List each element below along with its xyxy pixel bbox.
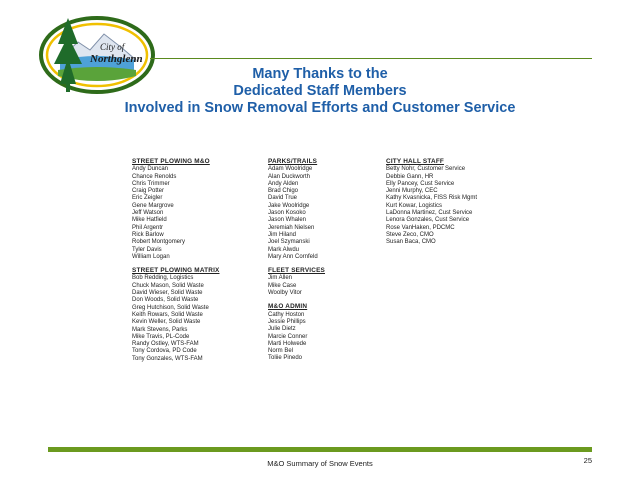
staff-name: Marti Holwede <box>268 340 307 347</box>
footer-text: M&O Summary of Snow Events <box>267 459 373 468</box>
staff-name: Mike Travis, PL-Code <box>132 333 190 340</box>
section-header: M&O ADMIN <box>268 303 308 311</box>
staff-name: Tyler Davis <box>132 246 162 253</box>
column-3 <box>386 158 477 247</box>
logo-text-1: City of <box>100 42 125 52</box>
staff-name: Bob Redding, Logistics <box>132 275 194 282</box>
staff-name: Cathy Hoston <box>268 311 305 318</box>
staff-name: Keith Rowars, Solid Waste <box>132 311 203 318</box>
staff-name: Debbie Gann, HR <box>386 173 434 180</box>
column-2 <box>268 158 325 363</box>
staff-name: Gene Margrove <box>132 202 174 209</box>
staff-name: Jason Kosoko <box>268 210 306 217</box>
column-1 <box>132 158 220 363</box>
staff-name: Craig Potter <box>132 188 165 195</box>
staff-name: Chuck Mason, Solid Waste <box>132 282 204 289</box>
staff-name: Adam Woolridge <box>268 166 313 173</box>
staff-name: Mary Ann Cornfeld <box>268 253 318 260</box>
staff-name: Robert Montgomery <box>132 239 186 246</box>
page-number: 25 <box>583 456 592 465</box>
staff-name: Jim Hiland <box>268 231 297 238</box>
staff-name: Woolby Vitor <box>268 290 302 297</box>
staff-name: Chance Renolds <box>132 173 177 180</box>
staff-name: Kathy Kvasnicka, FISS Risk Mgmt <box>386 195 478 202</box>
staff-name: Betty Nohr, Customer Service <box>386 166 466 173</box>
top-divider <box>150 58 592 59</box>
section-header: FLEET SERVICES <box>268 267 326 275</box>
logo-text-2: Northglenn <box>90 53 143 65</box>
bottom-divider <box>48 447 592 452</box>
staff-name: Jenni Murphy, CEC <box>386 188 438 195</box>
staff-name: Elly Pancey, Cust Service <box>386 180 455 187</box>
staff-name: Norm Bel <box>268 348 294 355</box>
staff-name: LaDonna Martinez, Cust Service <box>386 210 473 217</box>
staff-name: Julie Dietz <box>268 326 296 333</box>
staff-name: Chris Trimmer <box>132 180 170 187</box>
title-line-3: Involved in Snow Removal Efforts and Customer Service <box>124 100 516 116</box>
staff-name: David True <box>268 195 298 202</box>
slide-title <box>40 66 600 117</box>
staff-name: Tony Gonzales, WTS-FAM <box>132 355 203 362</box>
staff-name: Joel Szymanski <box>268 239 310 246</box>
staff-name: Toliie Pinedo <box>268 355 303 362</box>
title-line-2: Dedicated Staff Members <box>233 83 407 99</box>
title-line-1: Many Thanks to the <box>252 66 388 82</box>
staff-name: Alan Duckworth <box>268 173 311 180</box>
staff-name: Jeremiah Nielsen <box>268 224 315 231</box>
staff-name: Rose VanHaken, PDCMC <box>386 224 455 231</box>
staff-name: Jason Whalen <box>268 217 307 224</box>
staff-name: Eric Zeigler <box>132 195 163 202</box>
staff-name: Kurt Kowar, Logistics <box>386 202 443 209</box>
staff-name: Mike Case <box>268 282 297 289</box>
staff-name: Randy Ostley, WTS-FAM <box>132 341 199 348</box>
staff-name: Steve Zeco, CMO <box>386 231 434 238</box>
staff-name: David Wieser, Solid Waste <box>132 290 203 297</box>
staff-name: Kevin Weller, Solid Waste <box>132 319 201 326</box>
staff-name: Susan Baca, CMO <box>386 239 436 246</box>
staff-name: Jim Allen <box>268 275 293 282</box>
section-header: STREET PLOWING MATRIX <box>132 267 220 275</box>
staff-name: Brad Chigo <box>268 188 299 195</box>
section-header: PARKS/TRAILS <box>268 158 318 165</box>
section-header: STREET PLOWING M&O <box>132 158 210 165</box>
staff-name: Jessie Phillips <box>268 318 306 325</box>
staff-name: Jake Woolridge <box>268 202 310 209</box>
staff-name: Lenora Gonzales, Cust Service <box>386 217 470 224</box>
staff-name: Phil Argentr <box>132 224 164 231</box>
staff-name: Marcie Conner <box>268 333 308 340</box>
staff-name: Tony Cordova, PD Code <box>132 348 197 355</box>
staff-name: Don Woods, Solid Waste <box>132 297 199 304</box>
staff-name: William Logan <box>132 253 170 260</box>
staff-name: Rick Barlow <box>132 231 164 238</box>
section-header: CITY HALL STAFF <box>386 158 445 165</box>
staff-name: Mark Alwdu <box>268 246 300 253</box>
staff-name: Mike Hatfield <box>132 217 167 224</box>
staff-name: Greg Hutchison, Solid Waste <box>132 304 209 311</box>
staff-name: Mark Stevens, Parks <box>132 326 188 333</box>
staff-name: Jeff Watson <box>132 210 164 217</box>
staff-name: Andy Alden <box>268 180 299 187</box>
staff-name: Andy Duncan <box>132 166 169 173</box>
